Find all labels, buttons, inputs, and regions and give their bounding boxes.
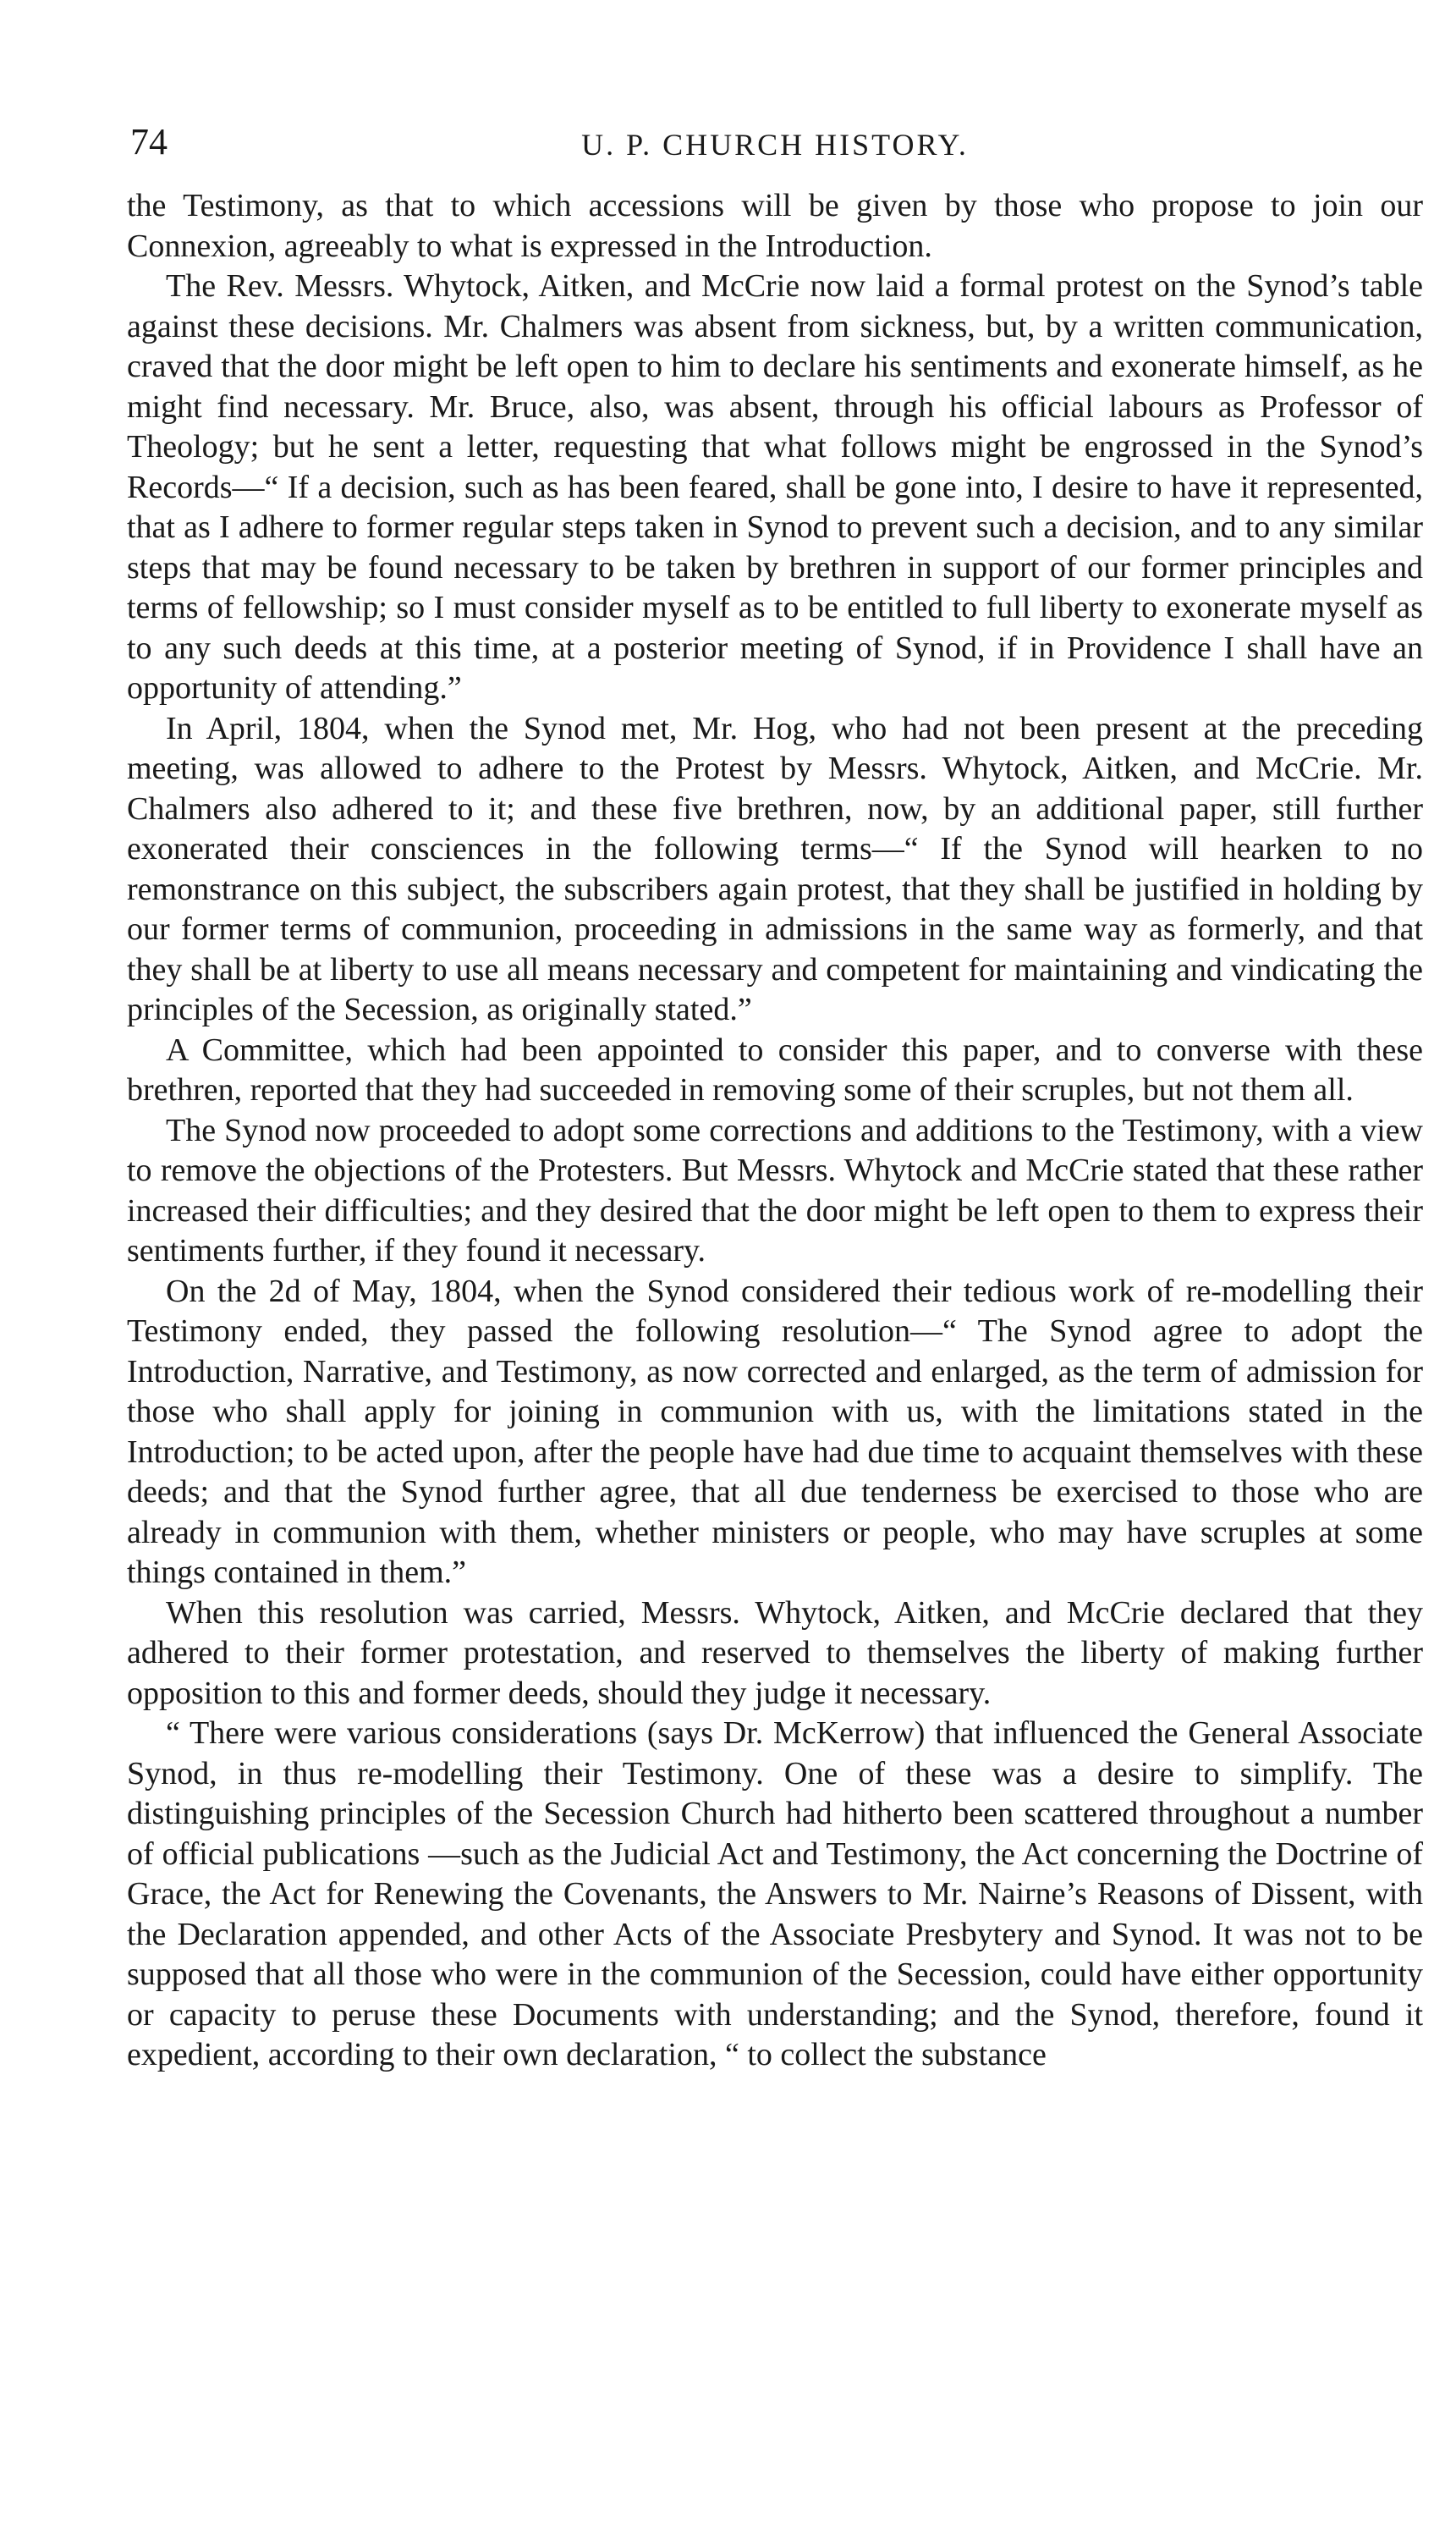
page-number: 74 <box>130 121 168 162</box>
paragraph: “ There were various considerations (says Dr. McKerrow) that influenced the General Associate Synod, in thus re-modelling their Testimony. One of these was a desire to simplify. The distinguishing principles of the Secession Church had hitherto been scattered throughout a number of official publications —such as the Judicial Act and Testimony, the Act concerning the Doctrine of Grace, the Act for Renewing the Covenants, the Answers to Mr. Nairne’s Reasons of Dissent, with the Declaration appended, and other Acts of the Associate Presbytery and Synod. It was not to be supposed that all those who were in the communion of the Secession, could have either opportunity or capacity to peruse these Documents with understanding; and the Synod, therefore, found it expedient, according to their own declaration, “ to collect the substance <box>127 1715 1423 2072</box>
paragraph: On the 2d of May, 1804, when the Synod considered their tedious work of re-modelling their Testimony ended, they passed the following resolution—“ The Synod agree to adopt the Introduction, Narrative, and Testimony, as now corrected and enlarged, as the term of admission for those who shall apply for joining in communion with us, with the limitations stated in the Introduction; to be acted upon, after the people have had due time to acquaint themselves with these deeds; and that the Synod further agree, that all due tenderness be exercised to those who are already in communion with them, whether ministers or people, who may have scruples at some things contained in them.” <box>127 1273 1423 1590</box>
paragraph: The Rev. Messrs. Whytock, Aitken, and McCrie now laid a formal protest on the Synod’s table against these decisions. Mr. Chalmers was absent from sickness, but, by a written communication, craved that the door might be left open to him to declare his sentiments and exonerate himself, as he might find necessary. Mr. Bruce, also, was absent, through his official labours as Professor of Theology; but he sent a letter, requesting that what follows might be engrossed in the Synod’s Records—“ If a decision, such as has been feared, shall be gone into, I desire to have it represented, that as I adhere to former regular steps taken in Synod to prevent such a decision, and to any similar steps that may be found necessary to be taken by brethren in support of our former principles and terms of fellowship; so I must consider myself as to be entitled to full liberty to exonerate myself as to any such deeds at this time, at a posterior meeting of Synod, if in Providence I shall have an opportunity of attending.” <box>127 268 1423 706</box>
paragraph: The Synod now proceeded to adopt some corrections and additions to the Testimony, with a view to remove the objections of the Protesters. But Messrs. Whytock and McCrie stated that these rather increased their difficulties; and they desired that the door might be left open to them to express their sentiments further, if they found it necessary. <box>127 1112 1423 1268</box>
paragraph: When this resolution was carried, Messrs. Whytock, Aitken, and McCrie declared that they adhered to their former protestation, and reserved to themselves the liberty of making further opposition to this and former deeds, should they judge it necessary. <box>127 1594 1423 1711</box>
paragraph-continued: the Testimony, as that to which accessions will be given by those who propose to join our Connexion, agreeably to what is expressed in the Introduction. <box>127 188 1423 264</box>
running-header <box>127 118 1423 169</box>
book-page <box>127 118 1423 2076</box>
paragraph: A Committee, which had been appointed to consider this paper, and to converse with these brethren, reported that they had succeeded in removing some of their scruples, but not them all. <box>127 1032 1423 1108</box>
running-title: U. P. CHURCH HISTORY. <box>581 128 969 162</box>
paragraph: In April, 1804, when the Synod met, Mr. Hog, who had not been present at the preceding meeting, was allowed to adhere to the Protest by Messrs. Whytock, Aitken, and McCrie. Mr. Chalmers also adhered to it; and these five brethren, now, by an additional paper, still further exonerated their consciences in the following terms—“ If the Synod will hearken to no remonstrance on this subject, the subscribers again protest, that they shall be justified in holding by our former terms of communion, proceeding in admissions in the same way as formerly, and that they shall be at liberty to use all means necessary and competent for maintaining and vindicating the principles of the Secession, as originally stated.” <box>127 710 1423 1027</box>
body-text <box>127 186 1423 2076</box>
